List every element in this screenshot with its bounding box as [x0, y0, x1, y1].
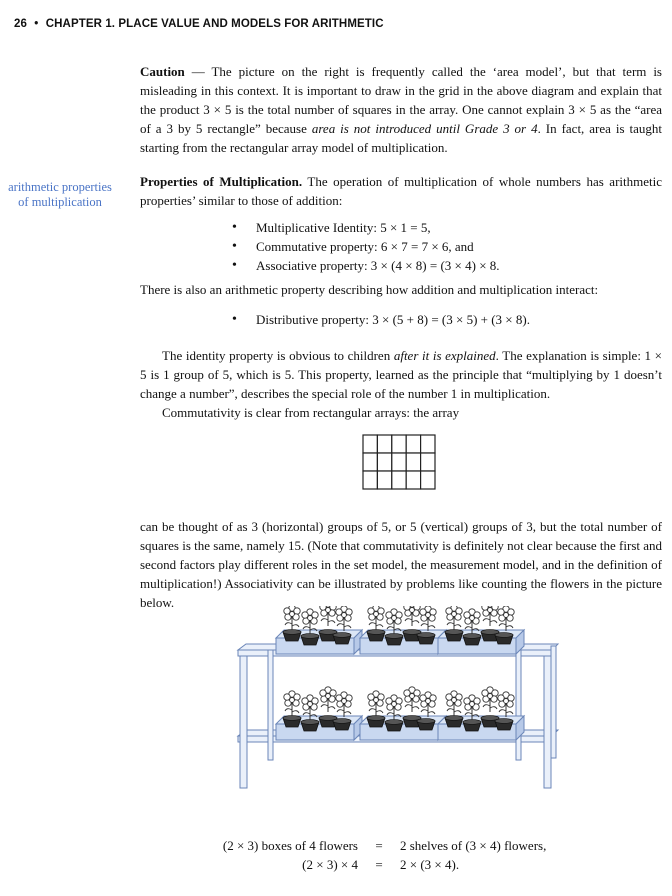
array-square	[406, 471, 420, 489]
caution-emphasis: area is not introduced until Grade 3 or 4	[311, 121, 538, 136]
identity-paragraph	[140, 346, 662, 422]
interaction-paragraph	[140, 280, 662, 299]
caution-text-2: . In fact, area is taught starting from the rectangular array model of multiplication.	[140, 121, 662, 155]
interaction-text: There is also an arithmetic property describing how addition and multiplication interact:	[140, 282, 599, 297]
array-square	[377, 453, 391, 471]
identity-text-1: The identity property is obvious to children	[162, 348, 394, 363]
properties-list	[232, 218, 500, 275]
array-square	[392, 471, 406, 489]
caution-text-1: — The picture on the right is frequently called the ‘area model’, but that term is misleading in this context. It is important to draw in the grid in the above diagram and explain that the product 3 × 5 is the total number of squares in the array. One cannot explain 3 × 5 as the “area of a 3 by 5 rectangle” because	[140, 64, 662, 136]
array-square	[363, 453, 377, 471]
array-square	[392, 453, 406, 471]
array-square	[406, 453, 420, 471]
caption-left: (2 × 3) × 4	[302, 857, 358, 872]
distributive-list	[232, 310, 530, 329]
caption-line-2	[140, 855, 662, 874]
list-item: • Commutative property: 6 × 7 = 7 × 6, and	[232, 237, 500, 256]
chapter-title: CHAPTER 1. PLACE VALUE AND MODELS FOR ARITHMETIC	[45, 18, 384, 30]
identity-emphasis: after it is explained	[393, 348, 496, 363]
array-square	[421, 435, 435, 453]
properties-paragraph	[140, 172, 662, 210]
caution-paragraph	[140, 62, 662, 157]
bottom-shelf-boxes	[276, 687, 524, 740]
properties-intro: The operation of multiplication of whole numbers has arithmetic properties’ similar to those of addition:	[140, 174, 663, 208]
margin-note	[4, 180, 116, 210]
page-number: 26	[14, 18, 27, 30]
array-explanation-paragraph	[140, 517, 662, 612]
caution-heading: Caution	[140, 64, 185, 79]
caption-equals: =	[375, 857, 383, 872]
array-square	[421, 453, 435, 471]
running-head	[14, 18, 384, 30]
commutativity-line: Commutativity is clear from rectangular arrays: the array	[162, 405, 460, 420]
caption-line-1	[140, 836, 662, 855]
caption-equals: =	[375, 838, 383, 853]
caption-right: 2 shelves of (3 × 4) flowers,	[400, 838, 547, 853]
flower-shelves-illustration	[232, 606, 562, 792]
array-explanation-text: can be thought of as 3 (horizontal) groups of 5, or 5 (vertical) groups of 3, but the total number of squares is the same, namely 15. (Note that commutativity is definitely not clear because the first and second factors play different roles in the set model, the measurement model, and in the definition of multiplication!) Associativity can be illustrated by problems like counting the flowers in the picture below.	[140, 519, 663, 610]
rectangular-array-3x5	[362, 434, 438, 492]
array-square	[363, 471, 377, 489]
array-square	[392, 435, 406, 453]
properties-heading: Properties of Multiplication.	[140, 174, 303, 189]
array-square	[421, 471, 435, 489]
caption-right: 2 × (3 × 4).	[400, 857, 460, 872]
caption-left: (2 × 3) boxes of 4 flowers	[222, 838, 358, 853]
array-square	[406, 435, 420, 453]
header-bullet: •	[34, 18, 39, 30]
margin-note-line2: of multiplication	[18, 195, 102, 209]
array-square	[363, 435, 377, 453]
margin-note-line1: arithmetic properties	[8, 180, 112, 194]
identity-text-2: . The explanation is simple: 1 × 5 is 1 group of 5, which is 5. This property, learned as the principle that “multiplying by 1 doesn’t change a number”, describes the special role of the number 1 in multiplication.	[140, 348, 662, 401]
top-shelf-boxes	[276, 606, 524, 654]
array-square	[377, 435, 391, 453]
array-square	[377, 471, 391, 489]
list-item: • Multiplicative Identity: 5 × 1 = 5,	[232, 218, 500, 237]
list-item: • Associative property: 3 × (4 × 8) = (3 × 4) × 8.	[232, 256, 500, 275]
list-item: • Distributive property: 3 × (5 + 8) = (3 × 5) + (3 × 8).	[232, 310, 530, 329]
